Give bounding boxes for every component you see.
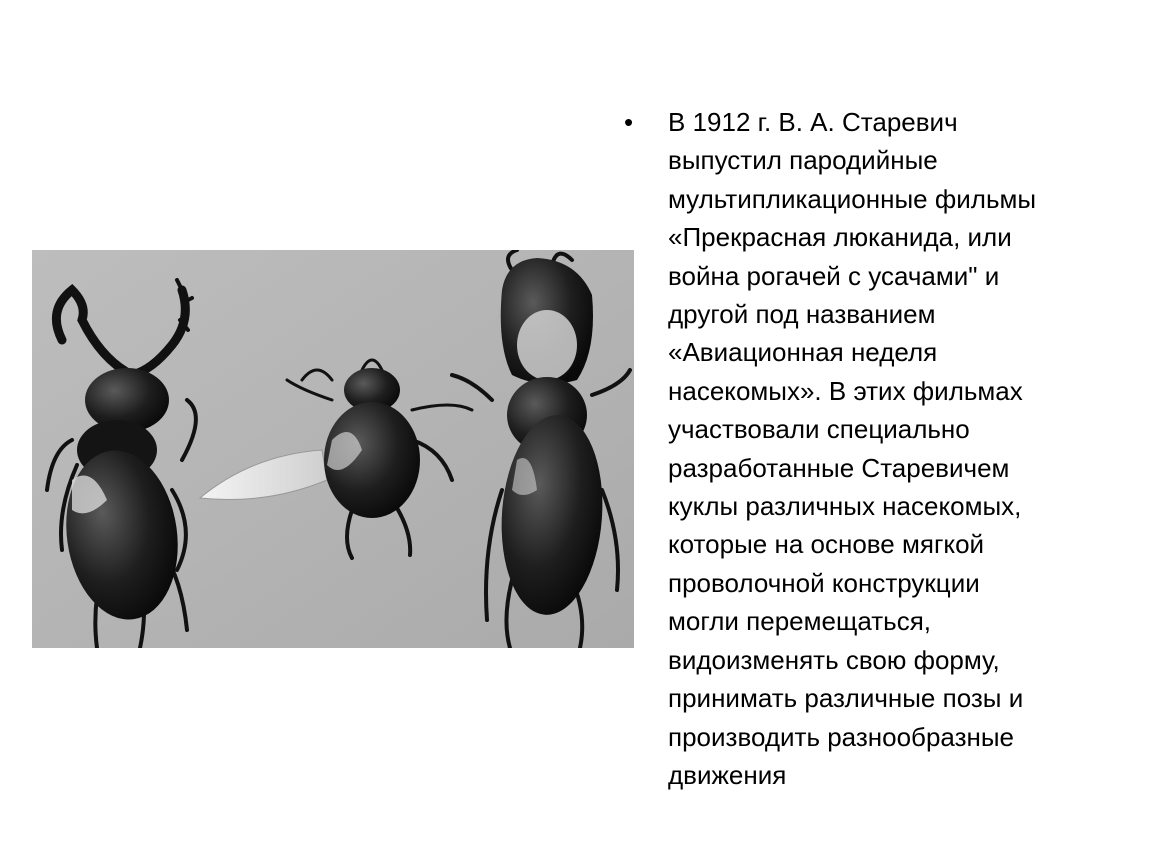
bullet-dot-icon: • (624, 107, 634, 137)
text-line: участвовали специально (668, 414, 970, 445)
text-line: видоизменять свою форму, (668, 644, 1000, 675)
text-line: производить разнообразные (668, 721, 1014, 752)
text-line: В 1912 г. В. А. Старевич (668, 107, 958, 137)
text-line: мультипликационные фильмы (668, 183, 1037, 214)
beetle-puppets-photo (32, 250, 634, 648)
text-line: принимать различные позы и (668, 683, 1024, 714)
text-line: «Авиационная неделя (668, 337, 938, 368)
text-line: проволочной конструкции (668, 567, 980, 598)
text-line: другой под названием (668, 299, 936, 330)
text-line: «Прекрасная люканида, или (668, 222, 1012, 253)
text-line: куклы различных насекомых, (668, 491, 1022, 522)
bullet-list (620, 103, 1140, 794)
text-line: разработанные Старевичем (668, 452, 1010, 483)
text-line: движения (668, 759, 787, 790)
text-line: выпустил пародийные (668, 145, 938, 176)
text-line: которые на основе мягкой (668, 529, 985, 560)
text-line: насекомых». В этих фильмах (668, 375, 1023, 406)
bullet-item (620, 103, 1140, 794)
text-line: война рогачей с усачами" и (668, 260, 1000, 291)
text-line: могли перемещаться, (668, 606, 931, 637)
